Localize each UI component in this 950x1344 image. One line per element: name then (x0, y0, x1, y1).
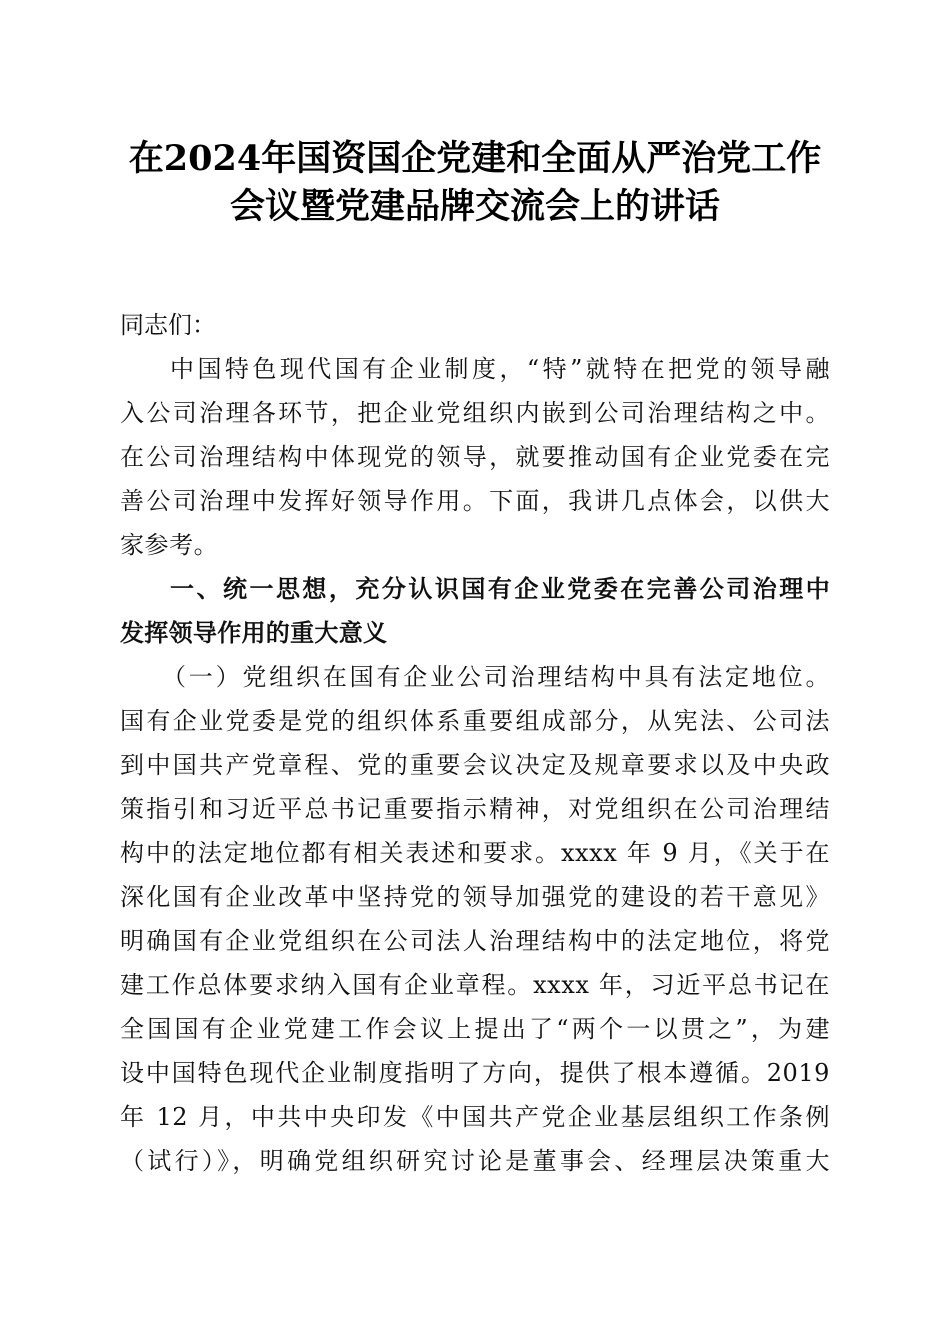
section-1-line-3: 到中国共产党章程、党的重要会议决定及规章要求以及中央政 (120, 751, 830, 779)
title-line-1: 在2024年国资国企党建和全面从严治党工作 (128, 138, 822, 179)
section-1-line-8: 建工作总体要求纳入国有企业章程。xxxx 年，习近平总书记在 (120, 971, 830, 999)
section-1-line-1: （一）党组织在国有企业公司治理结构中具有法定地位。 (162, 663, 830, 691)
section-1-line-2: 国有企业党委是党的组织体系重要组成部分，从宪法、公司法 (120, 707, 830, 735)
section-1-paragraph (120, 655, 830, 1183)
section-1-heading-line-1: 一、统一思想，充分认识国有企业党委在完善公司治理中 (170, 575, 830, 603)
section-1-line-5: 构中的法定地位都有相关表述和要求。xxxx 年 9 月，《关于在 (120, 839, 830, 867)
section-1-line-10: 设中国特色现代企业制度指明了方向，提供了根本遵循。2019 (120, 1059, 830, 1087)
intro-line-3: 在公司治理结构中体现党的领导，就要推动国有企业党委在完 (120, 443, 830, 471)
salutation: 同志们： (120, 311, 216, 339)
intro-line-5: 家参考。 (120, 531, 219, 559)
section-1-line-4: 策指引和习近平总书记重要指示精神，对党组织在公司治理结 (120, 795, 830, 823)
intro-line-2: 入公司治理各环节，把企业党组织内嵌到公司治理结构之中。 (120, 399, 830, 427)
section-1-heading-line-2: 发挥领导作用的重大意义 (120, 619, 388, 647)
intro-line-4: 善公司治理中发挥好领导作用。下面，我讲几点体会，以供大 (120, 487, 830, 515)
document-title (120, 135, 830, 231)
section-1-line-9: 全国国有企业党建工作会议上提出了“两个一以贯之”，为建 (120, 1015, 830, 1043)
section-1-line-12: （试行）》，明确党组织研究讨论是董事会、经理层决策重大 (120, 1147, 830, 1175)
section-1-line-11: 年 12 月，中共中央印发《中国共产党企业基层组织工作条例 (120, 1103, 830, 1131)
intro-paragraph (120, 347, 830, 567)
section-1-line-6: 深化国有企业改革中坚持党的领导加强党的建设的若干意见》 (120, 883, 830, 911)
title-line-2: 会议暨党建品牌交流会上的讲话 (229, 186, 720, 227)
section-1-heading (120, 567, 830, 655)
intro-line-1: 中国特色现代国有企业制度，“特”就特在把党的领导融 (170, 355, 830, 383)
document-page (120, 135, 830, 1183)
section-1-line-7: 明确国有企业党组织在公司法人治理结构中的法定地位，将党 (120, 927, 830, 955)
